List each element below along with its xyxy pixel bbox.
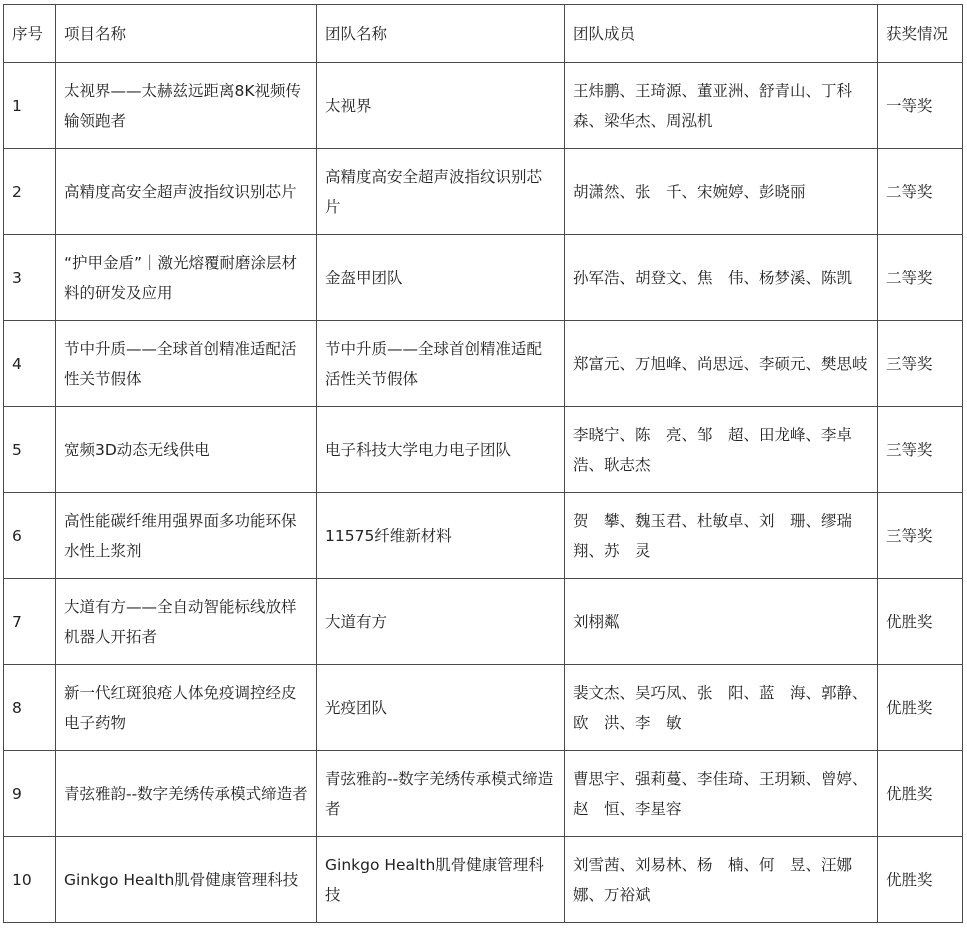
cell-no: 3 (4, 235, 56, 321)
cell-members: 郑富元、万旭峰、尚思远、李硕元、樊思岐 (565, 321, 878, 407)
header-row (4, 5, 963, 63)
table-row (4, 665, 963, 751)
cell-award: 优胜奖 (878, 665, 963, 751)
cell-members: 曹思宇、强莉蔓、李佳琦、王玥颖、曾婷、赵 恒、李星容 (565, 751, 878, 837)
cell-award: 优胜奖 (878, 837, 963, 923)
cell-no: 10 (4, 837, 56, 923)
cell-project: Ginkgo Health肌骨健康管理科技 (56, 837, 317, 923)
cell-project: 高性能碳纤维用强界面多功能环保水性上浆剂 (56, 493, 317, 579)
table-body (4, 63, 963, 923)
cell-team: 节中升质——全球首创精准适配活性关节假体 (317, 321, 565, 407)
cell-project: 节中升质——全球首创精准适配活性关节假体 (56, 321, 317, 407)
cell-project: 新一代红斑狼疮人体免疫调控经皮电子药物 (56, 665, 317, 751)
header-award: 获奖情况 (878, 5, 963, 63)
table-row (4, 149, 963, 235)
cell-members: 李晓宁、陈 亮、邹 超、田龙峰、李卓浩、耿志杰 (565, 407, 878, 493)
cell-award: 一等奖 (878, 63, 963, 149)
cell-team: 光疫团队 (317, 665, 565, 751)
table-row (4, 493, 963, 579)
cell-members: 王炜鹏、王琦源、董亚洲、舒青山、丁科森、梁华杰、周泓机 (565, 63, 878, 149)
cell-project: 高精度高安全超声波指纹识别芯片 (56, 149, 317, 235)
table-row (4, 235, 963, 321)
cell-award: 二等奖 (878, 235, 963, 321)
cell-members: 胡潇然、张 千、宋婉婷、彭晓丽 (565, 149, 878, 235)
cell-no: 1 (4, 63, 56, 149)
cell-no: 7 (4, 579, 56, 665)
cell-award: 优胜奖 (878, 579, 963, 665)
cell-members: 裴文杰、吴巧凤、张 阳、蓝 海、郭静、欧 洪、李 敏 (565, 665, 878, 751)
cell-members: 贺 攀、魏玉君、杜敏卓、刘 珊、缪瑞翔、苏 灵 (565, 493, 878, 579)
cell-award: 优胜奖 (878, 751, 963, 837)
table-row (4, 579, 963, 665)
cell-team: 金盔甲团队 (317, 235, 565, 321)
cell-no: 8 (4, 665, 56, 751)
cell-project: 青弦雅韵--数字羌绣传承模式缔造者 (56, 751, 317, 837)
cell-members: 孙军浩、胡登文、焦 伟、杨梦溪、陈凯 (565, 235, 878, 321)
table-header (4, 5, 963, 63)
header-project: 项目名称 (56, 5, 317, 63)
cell-project: “护甲金盾”｜激光熔覆耐磨涂层材料的研发及应用 (56, 235, 317, 321)
cell-team: 高精度高安全超声波指纹识别芯片 (317, 149, 565, 235)
cell-members: 刘栩粼 (565, 579, 878, 665)
cell-project: 大道有方——全自动智能标线放样机器人开拓者 (56, 579, 317, 665)
table-row (4, 837, 963, 923)
cell-members: 刘雪茜、刘易林、杨 楠、何 昱、汪娜娜、万裕斌 (565, 837, 878, 923)
cell-award: 三等奖 (878, 493, 963, 579)
cell-team: 电子科技大学电力电子团队 (317, 407, 565, 493)
cell-no: 5 (4, 407, 56, 493)
cell-no: 4 (4, 321, 56, 407)
cell-team: Ginkgo Health肌骨健康管理科技 (317, 837, 565, 923)
cell-no: 9 (4, 751, 56, 837)
header-members: 团队成员 (565, 5, 878, 63)
table-row (4, 407, 963, 493)
cell-no: 6 (4, 493, 56, 579)
cell-no: 2 (4, 149, 56, 235)
cell-award: 二等奖 (878, 149, 963, 235)
table-row (4, 63, 963, 149)
cell-project: 宽频3D动态无线供电 (56, 407, 317, 493)
awards-table (3, 4, 963, 923)
cell-award: 三等奖 (878, 407, 963, 493)
cell-team: 11575纤维新材料 (317, 493, 565, 579)
table-row (4, 751, 963, 837)
header-no: 序号 (4, 5, 56, 63)
header-team: 团队名称 (317, 5, 565, 63)
cell-team: 太视界 (317, 63, 565, 149)
cell-award: 三等奖 (878, 321, 963, 407)
table-row (4, 321, 963, 407)
cell-team: 大道有方 (317, 579, 565, 665)
cell-team: 青弦雅韵--数字羌绣传承模式缔造者 (317, 751, 565, 837)
cell-project: 太视界——太赫兹远距离8K视频传输领跑者 (56, 63, 317, 149)
